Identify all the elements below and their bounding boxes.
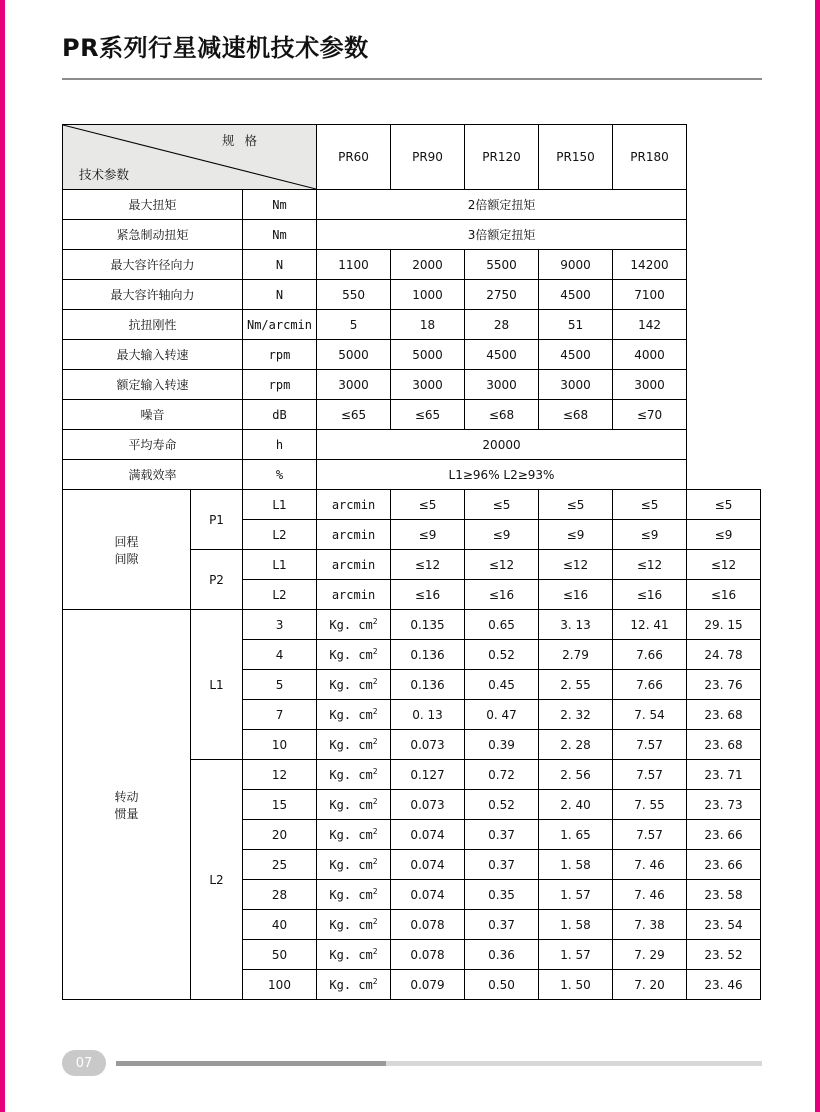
footer-rule-light (386, 1061, 762, 1066)
cell-value: 23. 54 (687, 910, 761, 940)
cell-value: 1100 (317, 250, 391, 280)
row-unit-max-input-speed: rpm (243, 340, 317, 370)
cell-value: 7. 46 (613, 850, 687, 880)
row-unit-max-radial-force: N (243, 250, 317, 280)
row-value-full-load-efficiency: L1≥96% L2≥93% (317, 460, 687, 490)
cell-value: ≤65 (391, 400, 465, 430)
row-unit-emergency-brake-torque: Nm (243, 220, 317, 250)
cell-value: 5000 (391, 340, 465, 370)
cell-value: 1000 (391, 280, 465, 310)
row-unit-torsional-rigidity: Nm/arcmin (243, 310, 317, 340)
cell-value: 23. 52 (687, 940, 761, 970)
row-value-average-life: 20000 (317, 430, 687, 460)
cell-value: 0.35 (465, 880, 539, 910)
row-label-max-input-speed: 最大输入转速 (63, 340, 243, 370)
cell-value: 0.079 (391, 970, 465, 1000)
table-row (63, 220, 761, 250)
cell-value: 12. 41 (613, 610, 687, 640)
inertia-unit: Kg. $cm^2$ (317, 910, 391, 940)
inertia-ratio: 50 (243, 940, 317, 970)
cell-value: ≤9 (465, 520, 539, 550)
cell-value: 3000 (539, 370, 613, 400)
footer-rule-dark (116, 1061, 386, 1066)
cell-value: 2. 32 (539, 700, 613, 730)
cell-value: 7. 46 (613, 880, 687, 910)
inertia-ratio: 4 (243, 640, 317, 670)
cell-value: 0.39 (465, 730, 539, 760)
cell-value: 2750 (465, 280, 539, 310)
group-label-inertia (63, 610, 191, 1000)
backlash-subgroup-p1: P1 (191, 490, 243, 550)
row-label-rated-input-speed: 额定输入转速 (63, 370, 243, 400)
table-row (63, 460, 761, 490)
cell-value: 4000 (613, 340, 687, 370)
cell-value: ≤5 (465, 490, 539, 520)
accent-bar-left (0, 0, 5, 1112)
cell-value: ≤12 (465, 550, 539, 580)
cell-value: ≤68 (465, 400, 539, 430)
inertia-ratio: 10 (243, 730, 317, 760)
cell-value: 1. 65 (539, 820, 613, 850)
cell-value: 4500 (539, 340, 613, 370)
group-label-line1: 转动 (114, 789, 139, 804)
cell-value: 24. 78 (687, 640, 761, 670)
row-value-emergency-brake-torque: 3倍额定扭矩 (317, 220, 687, 250)
cell-value: 0.073 (391, 790, 465, 820)
backlash-unit: arcmin (317, 520, 391, 550)
cell-value: 0.127 (391, 760, 465, 790)
backlash-stage: L2 (243, 580, 317, 610)
cell-value: 0.37 (465, 910, 539, 940)
inertia-ratio: 25 (243, 850, 317, 880)
cell-value: ≤5 (539, 490, 613, 520)
cell-value: 14200 (613, 250, 687, 280)
inertia-ratio: 12 (243, 760, 317, 790)
cell-value: ≤5 (613, 490, 687, 520)
table-header-row (63, 125, 761, 190)
cell-value: 3000 (391, 370, 465, 400)
inertia-ratio: 15 (243, 790, 317, 820)
inertia-unit: Kg. $cm^2$ (317, 940, 391, 970)
row-unit-average-life: h (243, 430, 317, 460)
row-unit-noise: dB (243, 400, 317, 430)
group-label-line2: 惯量 (114, 806, 139, 821)
inertia-unit: Kg. $cm^2$ (317, 670, 391, 700)
cell-value: 4500 (539, 280, 613, 310)
cell-value: 23. 66 (687, 850, 761, 880)
page-title: PR系列行星减速机技术参数 (62, 34, 369, 62)
cell-value: 1. 58 (539, 910, 613, 940)
cell-value: 1. 57 (539, 880, 613, 910)
cell-value: 142 (613, 310, 687, 340)
cell-value: 7100 (613, 280, 687, 310)
cell-value: ≤16 (391, 580, 465, 610)
backlash-stage: L1 (243, 550, 317, 580)
backlash-unit: arcmin (317, 490, 391, 520)
cell-value: 23. 71 (687, 760, 761, 790)
row-label-average-life: 平均寿命 (63, 430, 243, 460)
row-label-max-radial-force: 最大容许径向力 (63, 250, 243, 280)
cell-value: 1. 58 (539, 850, 613, 880)
cell-value: 0.52 (465, 640, 539, 670)
cell-value: 29. 15 (687, 610, 761, 640)
cell-value: 1. 50 (539, 970, 613, 1000)
group-label-backlash (63, 490, 191, 610)
cell-value: 23. 66 (687, 820, 761, 850)
cell-value: 5 (317, 310, 391, 340)
inertia-unit: Kg. $cm^2$ (317, 730, 391, 760)
row-unit-full-load-efficiency: % (243, 460, 317, 490)
row-label-max-axial-force: 最大容许轴向力 (63, 280, 243, 310)
cell-value: 0.073 (391, 730, 465, 760)
cell-value: 2. 55 (539, 670, 613, 700)
inertia-unit: Kg. $cm^2$ (317, 760, 391, 790)
row-label-torsional-rigidity: 抗扭刚性 (63, 310, 243, 340)
cell-value: 0.37 (465, 820, 539, 850)
row-unit-max-torque: Nm (243, 190, 317, 220)
group-label-line2: 间隙 (114, 551, 139, 566)
specification-table (62, 124, 761, 1000)
cell-value: 0.52 (465, 790, 539, 820)
table-row (63, 310, 761, 340)
cell-value: 51 (539, 310, 613, 340)
param-axis-label: 技术参数 (79, 167, 130, 182)
cell-value: 23. 73 (687, 790, 761, 820)
cell-value: 0.45 (465, 670, 539, 700)
cell-value: 7. 54 (613, 700, 687, 730)
model-header-pr60: PR60 (317, 125, 391, 190)
cell-value: 0. 47 (465, 700, 539, 730)
table-row (63, 190, 761, 220)
inertia-unit: Kg. $cm^2$ (317, 640, 391, 670)
cell-value: 0.72 (465, 760, 539, 790)
cell-value: 28 (465, 310, 539, 340)
table-row (63, 280, 761, 310)
inertia-unit: Kg. $cm^2$ (317, 880, 391, 910)
table-row (63, 250, 761, 280)
cell-value: 23. 68 (687, 700, 761, 730)
cell-value: ≤16 (465, 580, 539, 610)
model-header-pr120: PR120 (465, 125, 539, 190)
backlash-unit: arcmin (317, 580, 391, 610)
cell-value: 0.65 (465, 610, 539, 640)
group-label-line1: 回程 (114, 534, 139, 549)
cell-value: 4500 (465, 340, 539, 370)
cell-value: ≤68 (539, 400, 613, 430)
inertia-ratio: 100 (243, 970, 317, 1000)
model-header-pr180: PR180 (613, 125, 687, 190)
row-label-noise: 噪音 (63, 400, 243, 430)
cell-value: ≤9 (539, 520, 613, 550)
cell-value: 0.078 (391, 940, 465, 970)
spec-axis-label: 规 格 (222, 133, 261, 148)
row-value-max-torque: 2倍额定扭矩 (317, 190, 687, 220)
inertia-ratio: 40 (243, 910, 317, 940)
title-divider (62, 78, 762, 80)
cell-value: 0.136 (391, 670, 465, 700)
cell-value: 0.135 (391, 610, 465, 640)
cell-value: ≤9 (613, 520, 687, 550)
table-row (63, 400, 761, 430)
cell-value: 2. 56 (539, 760, 613, 790)
cell-value: 5500 (465, 250, 539, 280)
cell-value: 7. 29 (613, 940, 687, 970)
row-label-full-load-efficiency: 满载效率 (63, 460, 243, 490)
inertia-subgroup-l2: L2 (191, 760, 243, 1000)
backlash-unit: arcmin (317, 550, 391, 580)
backlash-stage: L1 (243, 490, 317, 520)
cell-value: 0.136 (391, 640, 465, 670)
inertia-unit: Kg. $cm^2$ (317, 970, 391, 1000)
cell-value: 7.66 (613, 670, 687, 700)
table-row (63, 370, 761, 400)
backlash-subgroup-p2: P2 (191, 550, 243, 610)
cell-value: 7.66 (613, 640, 687, 670)
cell-value: ≤9 (391, 520, 465, 550)
cell-value: 0. 13 (391, 700, 465, 730)
cell-value: 3000 (465, 370, 539, 400)
cell-value: 0.074 (391, 820, 465, 850)
cell-value: 7. 38 (613, 910, 687, 940)
cell-value: 7. 20 (613, 970, 687, 1000)
table-row (63, 340, 761, 370)
cell-value: 7. 55 (613, 790, 687, 820)
inertia-unit: Kg. $cm^2$ (317, 790, 391, 820)
inertia-ratio: 28 (243, 880, 317, 910)
cell-value: 23. 76 (687, 670, 761, 700)
cell-value: 2. 28 (539, 730, 613, 760)
cell-value: 550 (317, 280, 391, 310)
cell-value: ≤65 (317, 400, 391, 430)
inertia-unit: Kg. $cm^2$ (317, 820, 391, 850)
cell-value: 2. 40 (539, 790, 613, 820)
page-footer (62, 1050, 762, 1078)
header-corner-cell (63, 125, 317, 190)
inertia-ratio: 5 (243, 670, 317, 700)
cell-value: ≤16 (613, 580, 687, 610)
cell-value: ≤12 (539, 550, 613, 580)
inertia-ratio: 7 (243, 700, 317, 730)
cell-value: 0.36 (465, 940, 539, 970)
cell-value: 9000 (539, 250, 613, 280)
cell-value: 7.57 (613, 760, 687, 790)
model-header-pr90: PR90 (391, 125, 465, 190)
cell-value: ≤16 (539, 580, 613, 610)
cell-value: ≤12 (687, 550, 761, 580)
cell-value: 3000 (317, 370, 391, 400)
row-unit-rated-input-speed: rpm (243, 370, 317, 400)
table-row (63, 490, 761, 520)
page-number: 07 (62, 1050, 106, 1076)
cell-value: 23. 46 (687, 970, 761, 1000)
backlash-stage: L2 (243, 520, 317, 550)
inertia-ratio: 20 (243, 820, 317, 850)
cell-value: 0.074 (391, 880, 465, 910)
cell-value: 3. 13 (539, 610, 613, 640)
cell-value: 18 (391, 310, 465, 340)
cell-value: 0.078 (391, 910, 465, 940)
cell-value: 0.50 (465, 970, 539, 1000)
cell-value: 3000 (613, 370, 687, 400)
row-label-emergency-brake-torque: 紧急制动扭矩 (63, 220, 243, 250)
cell-value: 7.57 (613, 730, 687, 760)
cell-value: ≤5 (687, 490, 761, 520)
cell-value: 23. 58 (687, 880, 761, 910)
cell-value: ≤12 (613, 550, 687, 580)
table-row (63, 610, 761, 640)
accent-bar-right (815, 0, 820, 1112)
cell-value: ≤9 (687, 520, 761, 550)
cell-value: 0.074 (391, 850, 465, 880)
row-label-max-torque: 最大扭矩 (63, 190, 243, 220)
cell-value: ≤16 (687, 580, 761, 610)
cell-value: ≤70 (613, 400, 687, 430)
cell-value: 1. 57 (539, 940, 613, 970)
inertia-subgroup-l1: L1 (191, 610, 243, 760)
cell-value: 23. 68 (687, 730, 761, 760)
cell-value: 2.79 (539, 640, 613, 670)
cell-value: ≤5 (391, 490, 465, 520)
cell-value: 7.57 (613, 820, 687, 850)
inertia-unit: Kg. $cm^2$ (317, 850, 391, 880)
table-row (63, 430, 761, 460)
cell-value: ≤12 (391, 550, 465, 580)
inertia-unit: Kg. $cm^2$ (317, 610, 391, 640)
model-header-pr150: PR150 (539, 125, 613, 190)
cell-value: 0.37 (465, 850, 539, 880)
cell-value: 2000 (391, 250, 465, 280)
inertia-unit: Kg. $cm^2$ (317, 700, 391, 730)
cell-value: 5000 (317, 340, 391, 370)
inertia-ratio: 3 (243, 610, 317, 640)
row-unit-max-axial-force: N (243, 280, 317, 310)
